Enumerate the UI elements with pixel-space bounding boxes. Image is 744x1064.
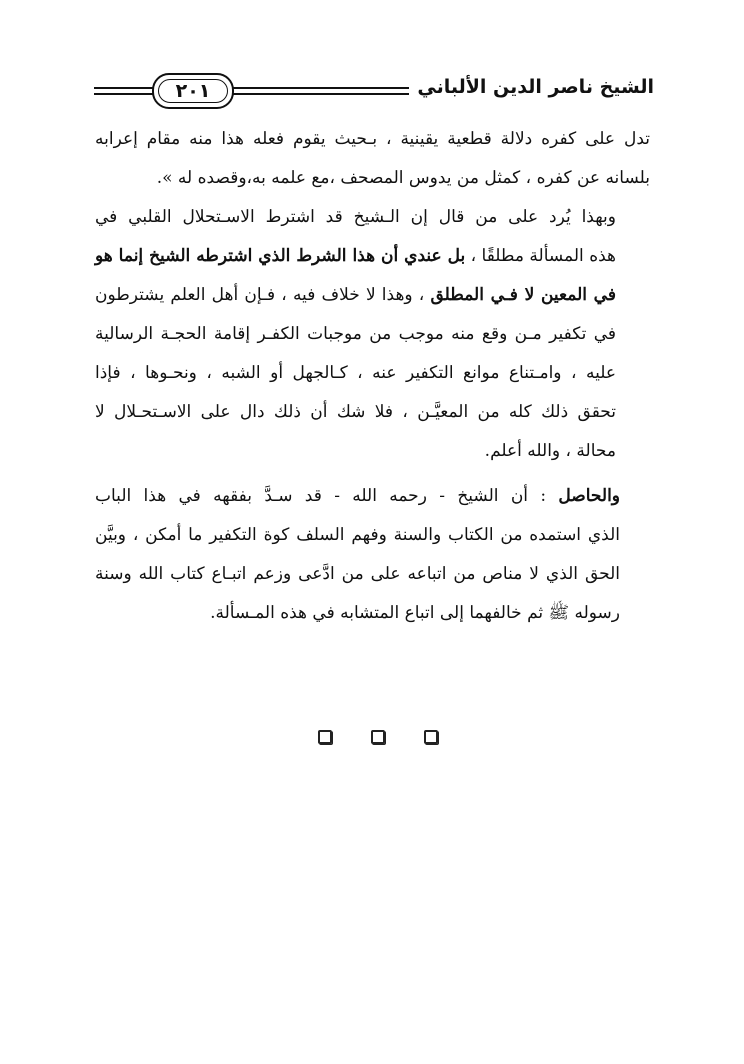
paragraph	[95, 477, 650, 633]
text-line: تحقق ذلك كله من المعيَّـن ، فلا شك أن ذلك دال على الاسـتحـلال لا	[95, 402, 616, 422]
page-number: ٢٠١	[175, 80, 211, 102]
text-line: عليه ، وامـتناع موانع التكفير عنه ، كـالجهل أو الشبه ، ونحـوها ، فإذا	[95, 363, 616, 383]
text-line: وبهذا يُرد على من قال إن الـشيخ قد اشترط الاسـتحلال القلبي في	[95, 207, 616, 227]
square-bullet-icon	[424, 730, 438, 744]
paragraph	[95, 120, 650, 198]
section-end-marks	[318, 730, 438, 744]
page-number-badge	[152, 73, 234, 109]
body-text	[95, 120, 650, 633]
text-line: في المعين لا فـي المطلق ، وهذا لا خلاف فيه ، فـإن أهل العلم يشترطون	[95, 285, 616, 305]
text-line: تدل على كفره دلالة قطعية يقينية ، بـحيث يقوم فعله هذا منه مقام إعرابه	[95, 129, 650, 149]
square-bullet-icon	[318, 730, 332, 744]
header-title-backdrop	[409, 76, 654, 106]
bold-fragment: بل عندي أن هذا الشرط الذي اشترطه الشيخ إنما هو	[95, 246, 466, 266]
text-line: الذي استمده من الكتاب والسنة وفهم السلف كوة التكفير ما أمكن ، وبيَّن	[95, 525, 620, 545]
text-line: والحاصل : أن الشيخ - رحمه الله - قد سـدَّ بفقهه في هذا الباب	[95, 486, 620, 506]
text-line: في تكفير مـن وقع منه موجب من موجبات الكفـر إقامة الحجـة الرسالية	[95, 324, 616, 344]
text-line: بلسانه عن كفره ، كمثل من يدوس المصحف ،مع علمه به،وقصده له ».	[156, 168, 650, 188]
running-header	[94, 70, 654, 116]
text-line: الحق الذي لا مناص من اتباعه على من ادَّعى وزعم اتبـاع كتاب الله وسنة	[95, 564, 620, 584]
text-line: رسوله ﷺ ثم خالفهما إلى اتباع المتشابه في هذه المـسألة.	[210, 603, 620, 623]
paragraph	[95, 198, 650, 471]
square-bullet-icon	[371, 730, 385, 744]
header-title: الشيخ ناصر الدين الألباني	[417, 76, 654, 98]
text-line: محالة ، والله أعلم.	[484, 441, 616, 461]
bold-fragment: في المعين لا فـي المطلق	[430, 285, 616, 305]
paragraph-lead: والحاصل	[558, 486, 620, 506]
text-line: هذه المسألة مطلقًا ، بل عندي أن هذا الشرط الذي اشترطه الشيخ إنما هو	[95, 246, 616, 266]
